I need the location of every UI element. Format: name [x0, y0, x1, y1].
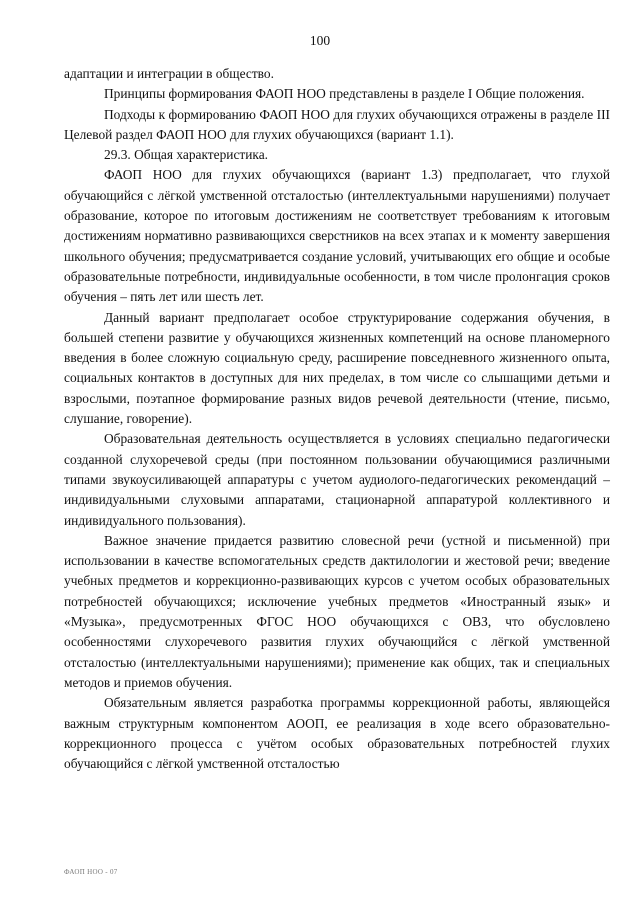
paragraph: Образовательная деятельность осуществляется в условиях специально педагогически созданной слухоречевой среды (при постоянном пользовании обучающимися различными типами звукоусиливающей аппаратуры с учетом аудиолого-педагогических рекомендаций – индивидуальными слуховыми аппаратами, стационарной аппаратурой коллективного и индивидуального пользования).	[64, 431, 610, 528]
paragraph: Важное значение придается развитию словесной речи (устной и письменной) при использовании в качестве вспомогательных средств дактилологии и жестовой речи; введение учебных предметов и коррекционно-развивающих курсов с учетом особых образовательных потребностей обучающихся; исключение учебных предметов «Иностранный язык» и «Музыка», предусмотренных ФГОС НОО обучающихся с ОВЗ, что обусловлено особенностями слухоречевого развития глухих обучающийся с лёгкой умственной отсталостью (интеллектуальными нарушениями); применение как общих, так и специальных методов и приемов обучения.	[64, 532, 610, 690]
paragraph: 29.3. Общая характеристика.	[104, 147, 269, 163]
document-body	[64, 64, 610, 774]
paragraph: ФАОП НОО для глухих обучающихся (вариант 1.3) предполагает, что глухой обучающийся с лёгкой умственной отсталостью (интеллектуальными нарушениями) получает образование, которое по итоговым достижениям не соответствует требованиям к итоговым достижениям нормативно развивающихся сверстников на всех этапах и к моменту завершения школьного обучения; предусматривается создание условий, учитывающих его общие и особые образовательные потребности, индивидуальные особенности, в том числе пролонгация сроков обучения – пять лет или шесть лет.	[64, 167, 610, 305]
paragraph: адаптации и интеграции в общество.	[64, 66, 274, 81]
page-number: 100	[309, 33, 331, 48]
footer-stamp: ФАОП НОО - 07	[64, 868, 118, 876]
paragraph: Обязательным является разработка программы коррекционной работы, являющейся важным структурным компонентом АООП, ее реализация в ходе всего образовательно-коррекционного процесса с учётом особых образовательных потребностей глухих обучающийся с лёгкой умственной отсталостью	[64, 695, 610, 772]
paragraph: Данный вариант предполагает особое структурирование содержания обучения, в большей степени развитие у обучающихся жизненных компетенций на основе планомерного введения в более сложную социальную среду, расширение повседневного жизненного опыта, социальных контактов в доступных для них пределах, в том числе со слышащими детьми и взрослыми, поэтапное формирование разных видов речевой деятельности (чтение, письмо, слушание, говорение).	[64, 309, 610, 427]
paragraph: Принципы формирования ФАОП НОО представлены в разделе I Общие положения.	[104, 86, 585, 102]
paragraph: Подходы к формированию ФАОП НОО для глухих обучающихся отражены в разделе III Целевой раздел ФАОП НОО для глухих обучающихся (вариант 1.1).	[64, 106, 610, 142]
